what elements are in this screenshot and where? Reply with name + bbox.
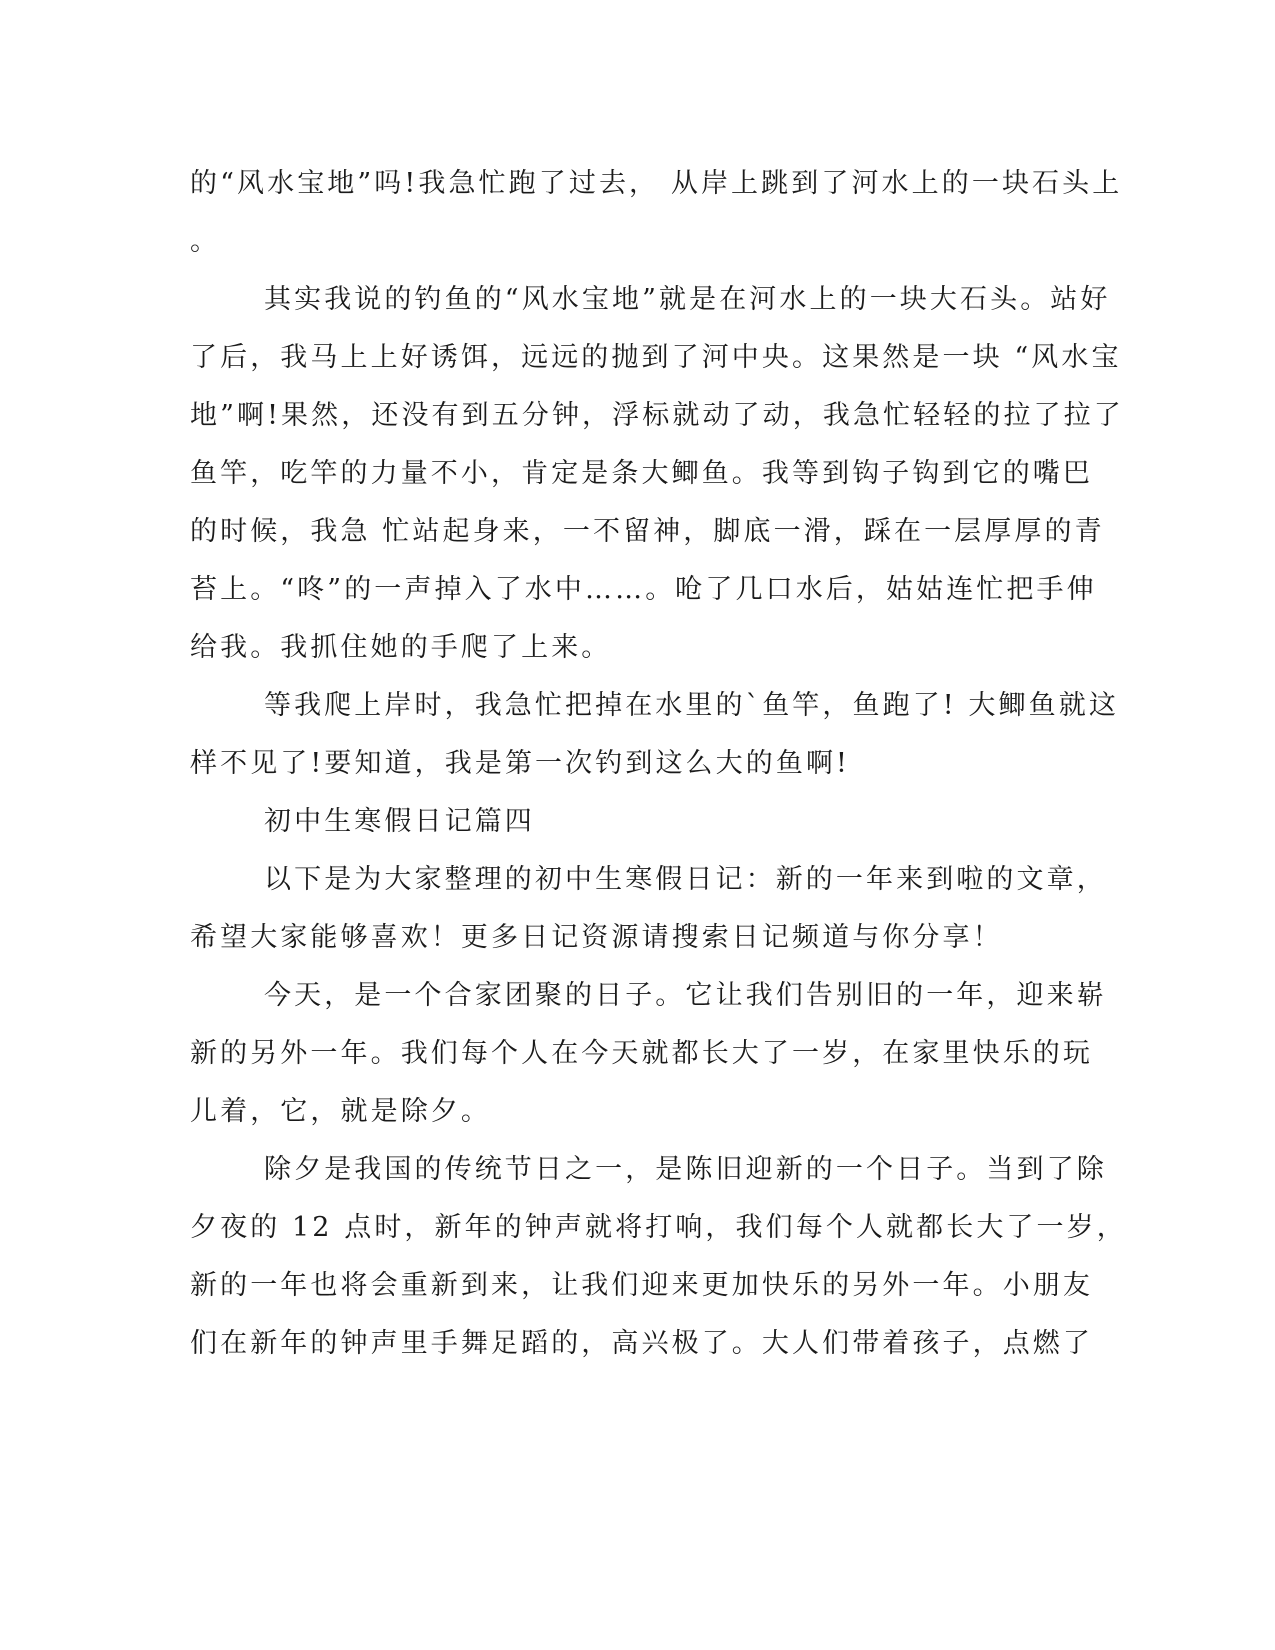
text-line: 苔上。“咚”的一声掉入了水中……。呛了几口水后，姑姑连忙把手伸 bbox=[190, 574, 1097, 605]
text-line: 新的另外一年。我们每个人在今天就都长大了一岁，在家里快乐的玩 bbox=[190, 1038, 1093, 1069]
text-line: 的时候，我急 忙站起身来，一不留神，脚底一滑，踩在一层厚厚的青 bbox=[190, 516, 1105, 547]
text-line: 地”啊!果然，还没有到五分钟，浮标就动了动，我急忙轻轻的拉了拉了 bbox=[190, 400, 1124, 431]
text-line: 样不见了!要知道，我是第一次钓到这么大的鱼啊! bbox=[190, 748, 850, 779]
paragraph-start: 其实我说的钓鱼的“风水宝地”就是在河水上的一块大石头。站好 bbox=[264, 284, 1111, 315]
text-line: 新的一年也将会重新到来，让我们迎来更加快乐的另外一年。小朋友 bbox=[190, 1270, 1093, 1301]
paragraph-start: 以下是为大家整理的初中生寒假日记：新的一年来到啦的文章， bbox=[264, 864, 1107, 895]
text-line: 的“风水宝地”吗!我急忙跑了过去， 从岸上跳到了河水上的一块石头上 bbox=[190, 168, 1123, 199]
paragraph-start: 除夕是我国的传统节日之一，是陈旧迎新的一个日子。当到了除 bbox=[264, 1154, 1107, 1185]
text-line: 给我。我抓住她的手爬了上来。 bbox=[190, 632, 612, 663]
text-line: 。 bbox=[190, 226, 221, 257]
text-line: 夕夜的 12 点时，新年的钟声就将打响，我们每个人就都长大了一岁， bbox=[190, 1212, 1127, 1243]
paragraph-start: 等我爬上岸时，我急忙把掉在水里的`鱼竿，鱼跑了! 大鲫鱼就这 bbox=[264, 690, 1119, 721]
text-line: 们在新年的钟声里手舞足蹈的，高兴极了。大人们带着孩子，点燃了 bbox=[190, 1328, 1093, 1359]
paragraph-start: 今天，是一个合家团聚的日子。它让我们告别旧的一年，迎来崭 bbox=[264, 980, 1107, 1011]
text-line: 了后，我马上上好诱饵，远远的抛到了河中央。这果然是一块 “风水宝 bbox=[190, 342, 1122, 373]
text-line: 儿着，它，就是除夕。 bbox=[190, 1096, 491, 1127]
section-heading: 初中生寒假日记篇四 bbox=[264, 806, 535, 837]
text-line: 希望大家能够喜欢！更多日记资源请搜索日记频道与你分享！ bbox=[190, 922, 1003, 953]
text-line: 鱼竿，吃竿的力量不小，肯定是条大鲫鱼。我等到钩子钩到它的嘴巴 bbox=[190, 458, 1093, 489]
